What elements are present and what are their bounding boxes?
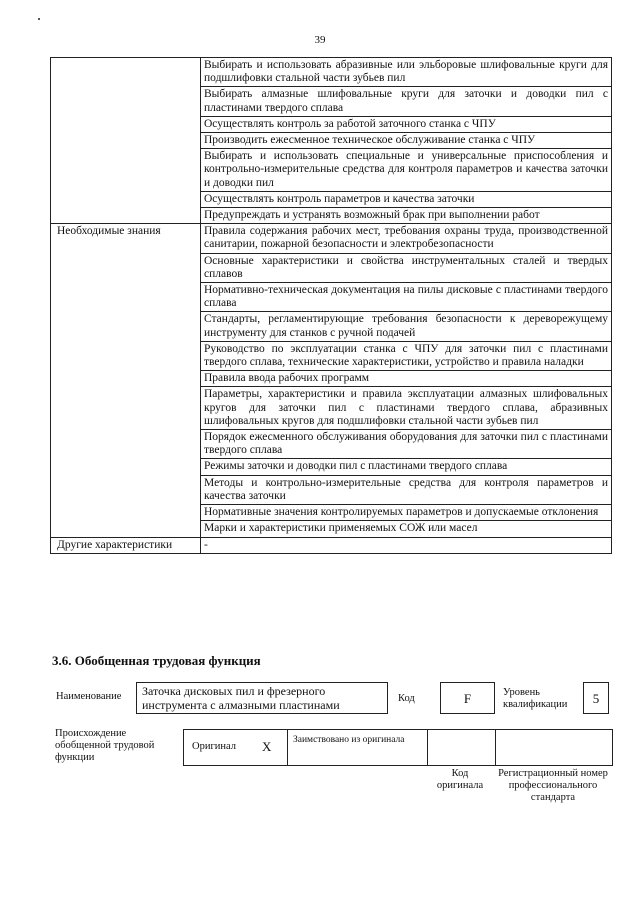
row-category <box>51 58 201 224</box>
code-label: Код <box>398 693 415 704</box>
scan-speck <box>38 18 40 20</box>
row-item: Методы и контрольно-измерительные средства для контроля параметров и качества заточки <box>201 475 612 504</box>
origin-label: Происхождение обобщенной трудовой функции <box>55 728 155 763</box>
reg-number-label: Регистрационный номер профессионального стандарта <box>498 768 608 803</box>
row-item: Выбирать алмазные шлифовальные круги для заточки и доводки пил с пластинами твердого сплава <box>201 87 612 116</box>
row-item: Выбирать и использовать специальные и универсальные приспособления и контрольно-измерительные средства для контроля параметров и качества заточки и доводки пил <box>201 149 612 192</box>
level-box <box>583 682 609 714</box>
row-item: Руководство по эксплуатации станка с ЧПУ для заточки пил с пластинами твердого сплава, технические характеристики, устройство и правила наладки <box>201 341 612 370</box>
table-row <box>51 537 612 553</box>
code-box <box>440 682 495 714</box>
row-item: Нормативные значения контролируемых параметров и допускаемые отклонения <box>201 505 612 521</box>
borrowed-label: Заимствовано из оригинала <box>293 735 405 745</box>
origin-divider-3 <box>495 730 496 765</box>
row-item: - <box>201 537 612 553</box>
name-box <box>136 682 388 714</box>
name-value: Заточка дисковых пил и фрезерного инструмента с алмазными пластинами <box>142 684 340 712</box>
row-category: Другие характеристики <box>51 537 201 553</box>
competency-table <box>50 57 612 554</box>
row-item: Порядок ежесменного обслуживания оборудования для заточки пил с пластинами твердого сплава <box>201 430 612 459</box>
level-label: Уровень квалификации <box>503 687 568 710</box>
original-label: Оригинал <box>192 741 236 752</box>
row-item: Предупреждать и устранять возможный брак при выполнении работ <box>201 208 612 224</box>
row-item: Осуществлять контроль параметров и качества заточки <box>201 191 612 207</box>
original-mark: X <box>262 739 272 754</box>
row-item: Производить ежесменное техническое обслуживание станка с ЧПУ <box>201 133 612 149</box>
row-item: Правила ввода рабочих программ <box>201 371 612 387</box>
row-item: Осуществлять контроль за работой заточного станка с ЧПУ <box>201 116 612 132</box>
page-number: 39 <box>314 34 326 46</box>
table-row <box>51 58 612 87</box>
row-item: Параметры, характеристики и правила эксплуатации алмазных шлифовальных кругов для заточки пил с пластинами твердого сплава, абразивных шлифовальных кругов для подшлифовки стальной части зубьев пил <box>201 387 612 430</box>
origin-divider-1 <box>287 730 288 765</box>
name-label: Наименование <box>56 691 122 702</box>
origin-box <box>183 729 613 766</box>
row-item: Марки и характеристики применяемых СОЖ или масел <box>201 521 612 537</box>
row-item: Правила содержания рабочих мест, требования охраны труда, производственной санитарии, пожарной безопасности и электробезопасности <box>201 224 612 253</box>
code-original-label: Код оригинала <box>436 768 484 791</box>
row-item: Основные характеристики и свойства инструментальных сталей и твердых сплавов <box>201 253 612 282</box>
row-item: Стандарты, регламентирующие требования безопасности к дереворежущему инструменту для станков с ручной подачей <box>201 312 612 341</box>
row-item: Режимы заточки и доводки пил с пластинами твердого сплава <box>201 459 612 475</box>
row-category: Необходимые знания <box>51 224 201 537</box>
code-value: F <box>463 691 472 706</box>
row-item: Нормативно-техническая документация на пилы дисковые с пластинами твердого сплава <box>201 283 612 312</box>
level-value: 5 <box>592 691 600 706</box>
section-title: 3.6. Обобщенная трудовая функция <box>52 653 261 668</box>
origin-divider-2 <box>427 730 428 765</box>
table-row <box>51 224 612 253</box>
row-item: Выбирать и использовать абразивные или эльборовые шлифовальные круги для подшлифовки стальной части зубьев пил <box>201 58 612 87</box>
